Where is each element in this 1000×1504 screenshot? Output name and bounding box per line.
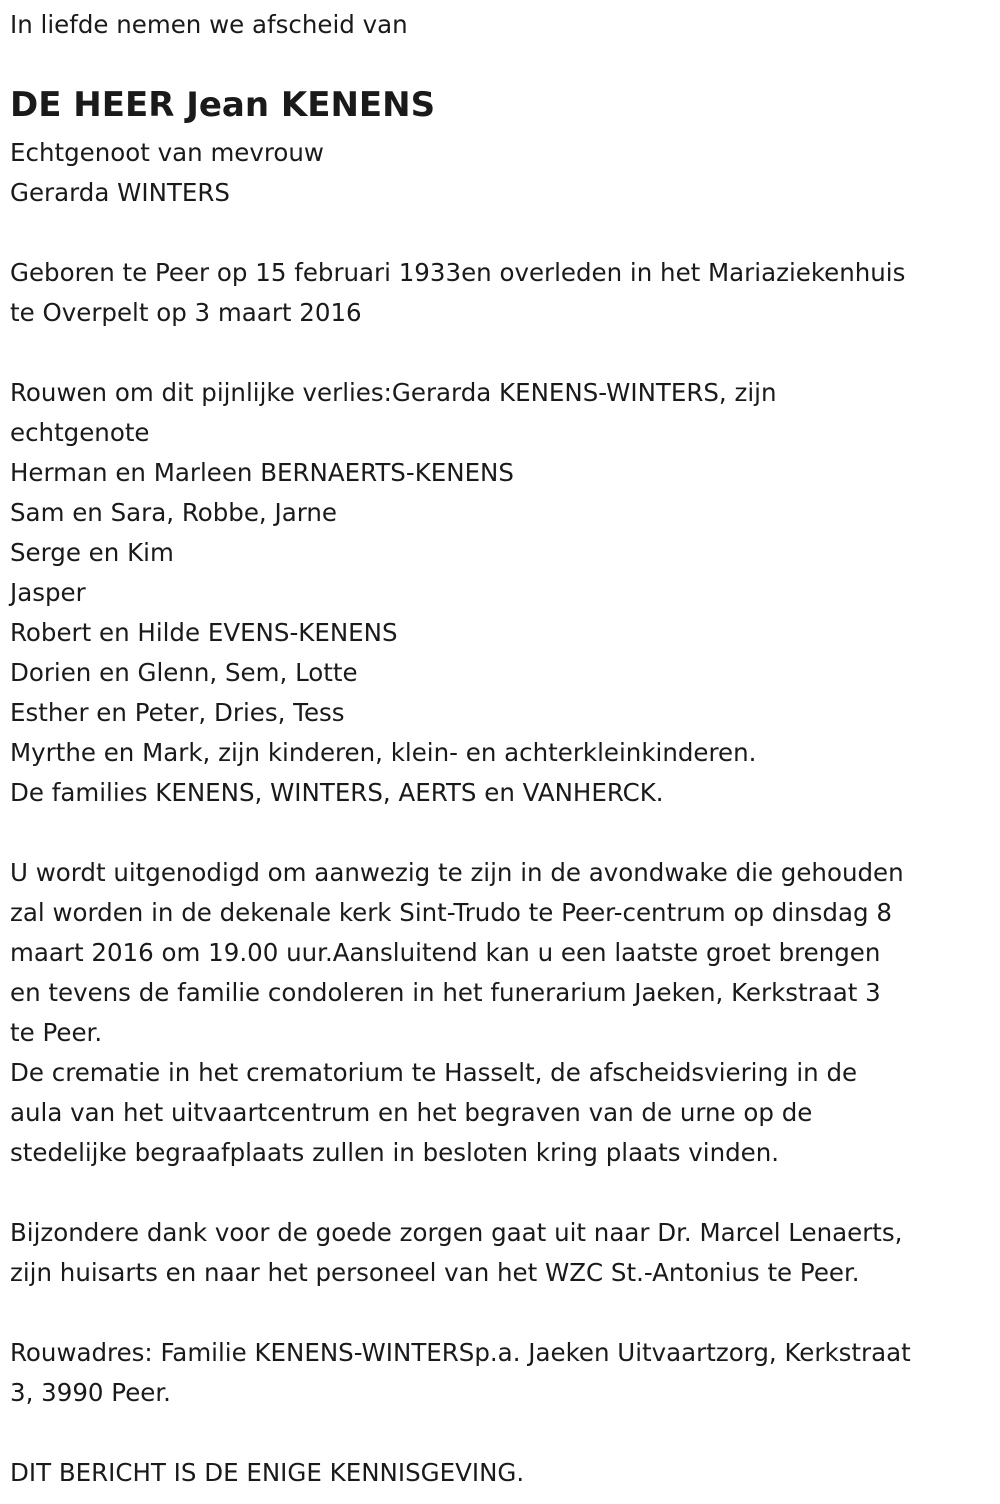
address-line: Rouwadres: Familie KENENS-WINTERSp.a. Jaeken Uitvaartzorg, Kerkstraat bbox=[10, 1338, 911, 1367]
address-line: 3, 3990 Peer. bbox=[10, 1378, 171, 1407]
intro-text bbox=[10, 5, 408, 45]
mourner-line: Sam en Sara, Robbe, Jarne bbox=[10, 498, 337, 527]
mourner-line: Jasper bbox=[10, 578, 86, 607]
thanks-section bbox=[10, 1213, 902, 1293]
spouse-line: Gerarda WINTERS bbox=[10, 178, 230, 207]
birth-death-section bbox=[10, 253, 905, 333]
mourner-line: De families KENENS, WINTERS, AERTS en VANHERCK. bbox=[10, 778, 664, 807]
thanks-line: Bijzondere dank voor de goede zorgen gaat uit naar Dr. Marcel Lenaerts, bbox=[10, 1218, 903, 1247]
closing-section bbox=[10, 1453, 524, 1493]
ceremony-line: zal worden in de dekenale kerk Sint-Trudo te Peer-centrum op dinsdag 8 bbox=[10, 898, 892, 927]
ceremony-line: stedelijke begraafplaats zullen in besloten kring plaats vinden. bbox=[10, 1138, 780, 1167]
mourner-line: Serge en Kim bbox=[10, 538, 174, 567]
spouse-line: Echtgenoot van mevrouw bbox=[10, 138, 324, 167]
ceremony-line: te Peer. bbox=[10, 1018, 103, 1047]
intro-line: In liefde nemen we afscheid van bbox=[10, 10, 408, 39]
mourner-line: echtgenote bbox=[10, 418, 150, 447]
mourner-line: Myrthe en Mark, zijn kinderen, klein- en achterkleinkinderen. bbox=[10, 738, 757, 767]
mourners-section bbox=[10, 373, 777, 813]
spouse-section bbox=[10, 133, 324, 213]
ceremony-line: maart 2016 om 19.00 uur.Aansluitend kan u een laatste groet brengen bbox=[10, 938, 881, 967]
deceased-name: DE HEER Jean KENENS bbox=[10, 85, 436, 125]
mourner-line: Robert en Hilde EVENS-KENENS bbox=[10, 618, 398, 647]
birth-death-line: te Overpelt op 3 maart 2016 bbox=[10, 298, 362, 327]
closing-line: DIT BERICHT IS DE ENIGE KENNISGEVING. bbox=[10, 1458, 525, 1487]
mourner-line: Herman en Marleen BERNAERTS-KENENS bbox=[10, 458, 514, 487]
mourner-line: Dorien en Glenn, Sem, Lotte bbox=[10, 658, 358, 687]
ceremony-line: De crematie in het crematorium te Hasselt, de afscheidsviering in de bbox=[10, 1058, 858, 1087]
mourner-line: Esther en Peter, Dries, Tess bbox=[10, 698, 345, 727]
ceremony-line: aula van het uitvaartcentrum en het begraven van de urne op de bbox=[10, 1098, 813, 1127]
ceremony-line: en tevens de familie condoleren in het funerarium Jaeken, Kerkstraat 3 bbox=[10, 978, 881, 1007]
mourner-line: Rouwen om dit pijnlijke verlies:Gerarda KENENS-WINTERS, zijn bbox=[10, 378, 777, 407]
birth-death-line: Geboren te Peer op 15 februari 1933en overleden in het Mariaziekenhuis bbox=[10, 258, 906, 287]
thanks-line: zijn huisarts en naar het personeel van het WZC St.-Antonius te Peer. bbox=[10, 1258, 860, 1287]
ceremony-section bbox=[10, 853, 904, 1173]
ceremony-line: U wordt uitgenodigd om aanwezig te zijn in de avondwake die gehouden bbox=[10, 858, 904, 887]
address-section bbox=[10, 1333, 911, 1413]
